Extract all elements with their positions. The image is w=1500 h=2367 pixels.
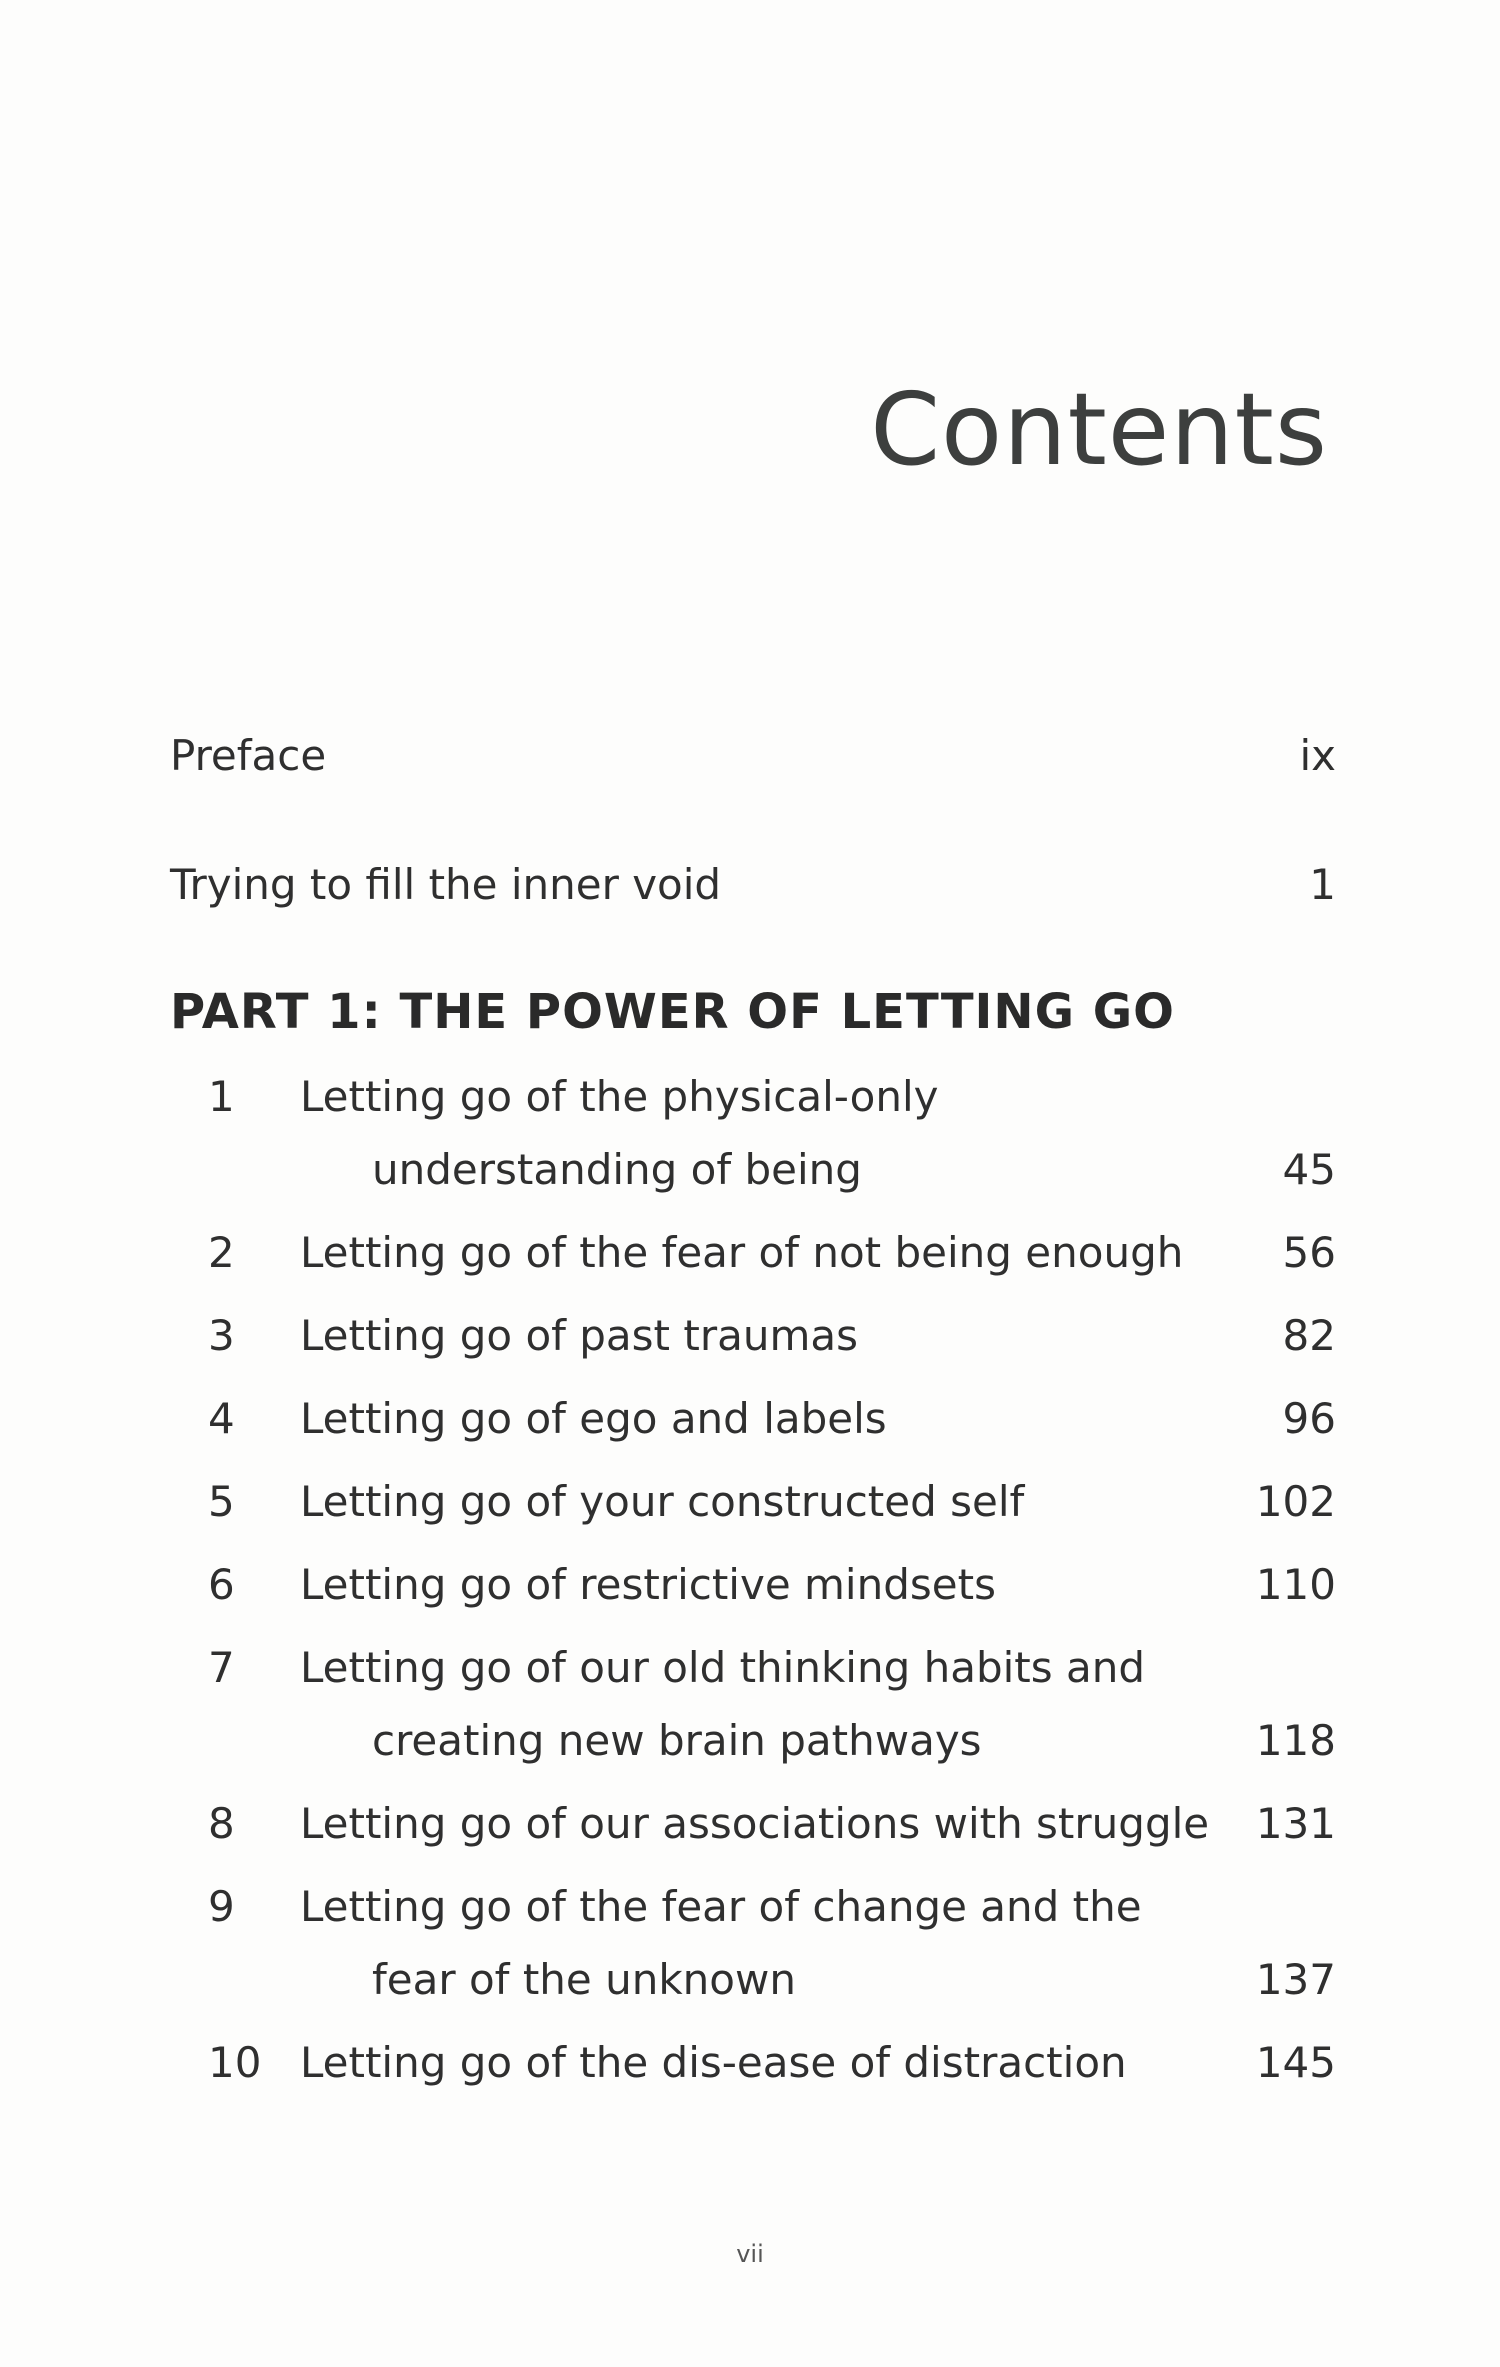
chapter-number: 2 <box>208 1228 235 1277</box>
chapter-title: Letting go of ego and labels <box>300 1394 887 1443</box>
page-folio: vii <box>736 2240 764 2268</box>
chapter-title: Letting go of the fear of change and the <box>300 1882 1142 1931</box>
chapter-title-continuation: creating new brain pathways <box>372 1716 982 1765</box>
chapter-page: 56 <box>1282 1228 1336 1277</box>
chapter-page: 137 <box>1255 1955 1336 2004</box>
chapter-page: 45 <box>1282 1145 1336 1194</box>
chapter-number: 1 <box>208 1072 235 1121</box>
chapter-number: 5 <box>208 1477 235 1526</box>
chapter-page: 82 <box>1282 1311 1336 1360</box>
chapter-number: 9 <box>208 1882 235 1931</box>
chapter-title: Letting go of the dis-ease of distraction <box>300 2038 1127 2087</box>
chapter-number: 7 <box>208 1643 235 1692</box>
toc-entry-preface-label: Preface <box>170 731 327 780</box>
chapter-number: 3 <box>208 1311 235 1360</box>
chapter-page: 102 <box>1255 1477 1336 1526</box>
chapter-number: 6 <box>208 1560 235 1609</box>
chapter-number: 8 <box>208 1799 235 1848</box>
chapter-title-continuation: fear of the unknown <box>372 1955 796 2004</box>
chapter-title: Letting go of your constructed self <box>300 1477 1025 1526</box>
chapter-page: 145 <box>1255 2038 1336 2087</box>
chapter-number: 4 <box>208 1394 235 1443</box>
part-heading: PART 1: THE POWER OF LETTING GO <box>170 984 1175 1040</box>
chapter-title: Letting go of past traumas <box>300 1311 858 1360</box>
chapter-title: Letting go of our old thinking habits and <box>300 1643 1145 1692</box>
chapter-title-continuation: understanding of being <box>372 1145 862 1194</box>
page-title: Contents <box>870 371 1328 488</box>
toc-entry-preface-page: ix <box>1299 731 1336 780</box>
toc-entry-inner-void-page: 1 <box>1309 860 1336 909</box>
chapter-title: Letting go of our associations with struggle <box>300 1799 1210 1848</box>
chapter-title: Letting go of restrictive mindsets <box>300 1560 996 1609</box>
chapter-page: 118 <box>1255 1716 1336 1765</box>
chapter-number: 10 <box>208 2038 262 2087</box>
chapter-page: 110 <box>1255 1560 1336 1609</box>
chapter-page: 131 <box>1255 1799 1336 1848</box>
chapter-page: 96 <box>1282 1394 1336 1443</box>
chapter-title: Letting go of the physical-only <box>300 1072 939 1121</box>
toc-entry-inner-void-label: Trying to fill the inner void <box>170 860 722 909</box>
chapter-title: Letting go of the fear of not being enough <box>300 1228 1184 1277</box>
